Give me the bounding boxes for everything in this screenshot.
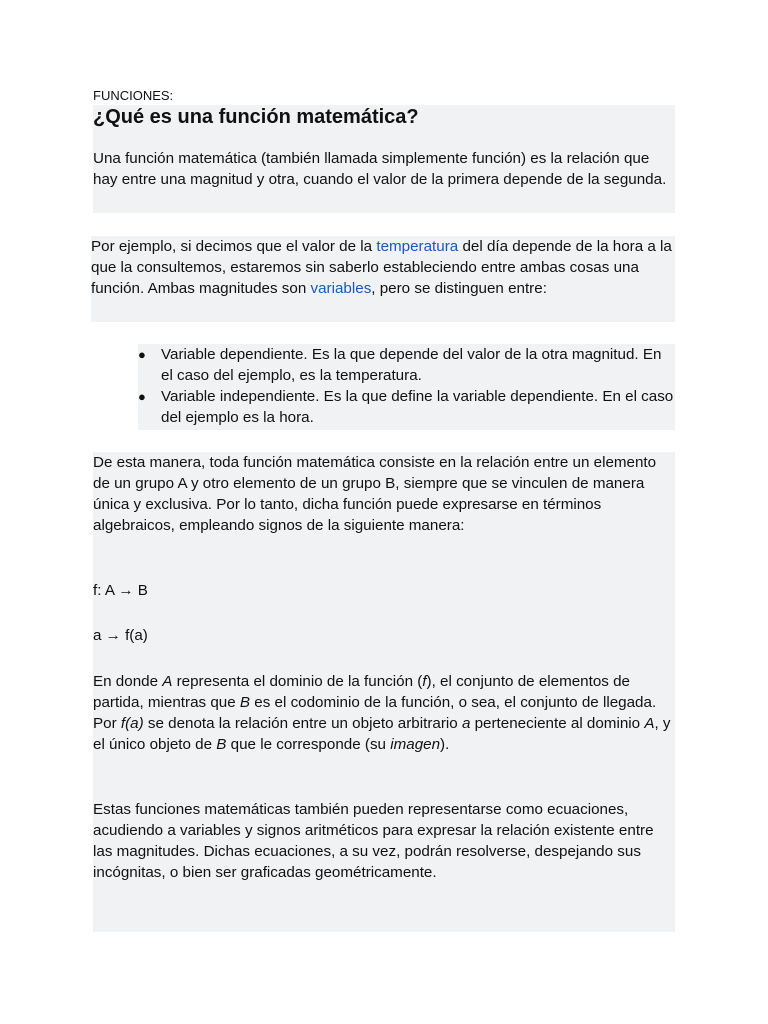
list-item <box>138 386 675 428</box>
intro-block <box>93 105 675 213</box>
page-title: ¿Qué es una función matemática? <box>93 106 419 128</box>
domain-text: En donde <box>93 673 163 690</box>
domain-text: representa el dominio de la función ( <box>172 673 423 690</box>
domain-text: es el codominio de la función, o sea, el conjunto de llegada. Por <box>93 694 657 732</box>
domain-text: , y el único objeto de <box>93 715 671 753</box>
domain-text: se denota la relación entre un objeto arbitrario <box>143 715 462 732</box>
variables-list-block <box>138 344 675 430</box>
variables-link[interactable]: variables <box>310 280 372 297</box>
bullet-icon: ● <box>138 389 146 404</box>
list-item-text: Variable dependiente. Es la que depende del valor de la otra magnitud. En el caso del ejemplo, es la temperatura. <box>161 346 662 384</box>
domain-italic: A <box>162 673 173 690</box>
domain-italic: B <box>216 736 227 753</box>
domain-text: ). <box>440 736 450 753</box>
example-text-2: del día depende de la hora a la que la consultemos, estaremos sin saberlo estableciendo entre ambas cosas una función. Ambas magnitudes son <box>91 238 672 297</box>
domain-text: ), el conjunto de elementos de partida, mientras que <box>93 673 631 711</box>
example-block <box>91 236 675 322</box>
example-text-3: , pero se distinguen entre: <box>371 280 547 297</box>
section-label: FUNCIONES: <box>93 88 174 103</box>
domain-italic: B <box>239 694 251 711</box>
variables-list <box>138 344 675 428</box>
bullet-icon: ● <box>138 347 146 362</box>
domain-italic: A <box>644 715 655 732</box>
formula-element: a → f(a) <box>93 627 148 644</box>
domain-italic: f <box>422 673 427 690</box>
example-paragraph <box>91 236 675 299</box>
closing-paragraph: Estas funciones matemáticas también pueden representarse como ecuaciones, acudiendo a variables y signos aritméticos para expresar la relación existente entre las magnitudes. Dichas ecuaciones, a su vez, podrán resolverse, despejando sus incógnitas, o bien ser graficadas geométricamente. <box>93 801 654 881</box>
temperatura-link[interactable]: temperatura <box>376 238 459 255</box>
list-item-text: Variable independiente. Es la que define la variable dependiente. En el caso del ejemplo es la hora. <box>161 388 674 426</box>
domain-paragraph <box>93 671 675 755</box>
example-text-1: Por ejemplo, si decimos que el valor de la <box>91 238 377 255</box>
domain-text: perteneciente al dominio <box>470 715 645 732</box>
intro-paragraph: Una función matemática (también llamada simplemente función) es la relación que hay entre una magnitud y otra, cuando el valor de la primera depende de la segunda. <box>93 150 667 188</box>
domain-italic: f(a) <box>120 715 144 732</box>
list-item <box>138 344 675 386</box>
formula-mapping: f: A → B <box>93 582 148 599</box>
domain-text: que le corresponde (su <box>226 736 391 753</box>
explanation-block <box>93 452 675 932</box>
domain-italic: imagen <box>390 736 441 753</box>
relation-paragraph: De esta manera, toda función matemática consiste en la relación entre un elemento de un grupo A y otro elemento de un grupo B, siempre que se vinculen de manera única y exclusiva. Por lo tanto, dicha función puede expresarse en términos algebraicos, empleando signos de la siguiente manera: <box>93 454 657 534</box>
domain-italic: a <box>461 715 471 732</box>
